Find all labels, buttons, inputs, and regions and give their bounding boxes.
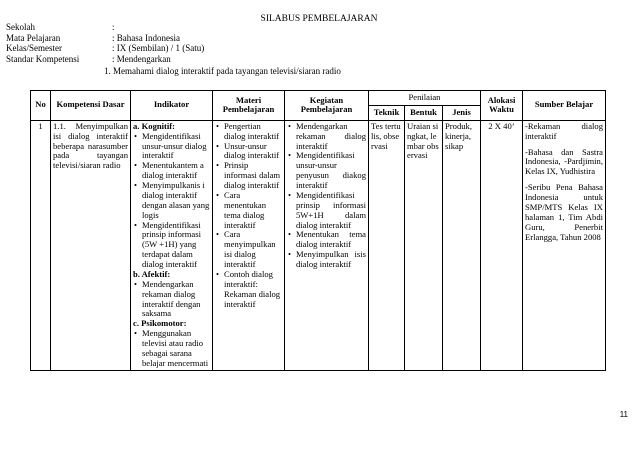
meta-value: Mendengarkan bbox=[116, 53, 171, 64]
list-item: • Cara menyimpulkan isi dialog interaktif bbox=[224, 230, 282, 270]
list-afektif bbox=[133, 280, 210, 320]
cell-materi bbox=[213, 120, 285, 370]
list-item: • Prinsip informasi dalam dialog interaktif bbox=[224, 161, 282, 191]
page-title: SILABUS PEMBELAJARAN bbox=[260, 14, 378, 24]
meta-label: Standar Kompetensi bbox=[6, 53, 80, 64]
th-kompetensi-dasar: Kompetensi Dasar bbox=[51, 91, 131, 121]
syllabus-table bbox=[30, 90, 606, 371]
list-item: • Pengertian dialog interaktif bbox=[224, 122, 282, 142]
list-item: • Menentukan tema dialog interaktif bbox=[296, 230, 366, 250]
reference-item: -Bahasa dan Sastra Indonesia, -Pardjimin, Kelas IX, Yudhistira bbox=[525, 146, 603, 177]
cell-kegiatan bbox=[285, 120, 369, 370]
meta-row-kelas: Kelas/Semester : IX (Sembilan) / 1 (Satu) bbox=[6, 43, 205, 53]
th-sumber: Sumber Belajar bbox=[523, 91, 606, 121]
list-item: • Mengidentifikasi unsur-unsur penyusun diakog interaktif bbox=[296, 151, 366, 191]
meta-value: IX (Sembilan) / 1 (Satu) bbox=[116, 43, 205, 53]
cell-kompetensi-dasar: 1.1. Menyimpulkan isi dialog interaktif beberapa narasumber pada tayangan televisi/siaran radio bbox=[51, 120, 131, 370]
meta-row-sk: Standar Kompetensi : Mendengarkan bbox=[6, 53, 171, 64]
table-row bbox=[31, 120, 606, 370]
cell-alokasi: 2 X 40’ bbox=[481, 120, 523, 370]
th-kegiatan: Kegiatan Pembelajaran bbox=[285, 91, 369, 121]
standar-kompetensi-item: 1. Memahami dialog interaktif pada tayangan televisi/siaran radio bbox=[104, 66, 341, 76]
section-afektif: b. Afektif: bbox=[133, 268, 171, 279]
cell-no: 1 bbox=[31, 120, 51, 370]
list-item: • Unsur-unsur dialog interaktif bbox=[224, 142, 282, 162]
list-item: • Menyimpulkanis i dialog interaktif dengan alasan yang logis bbox=[142, 181, 210, 221]
th-penilaian: Penilaian bbox=[369, 91, 481, 106]
th-bentuk: Bentuk bbox=[405, 105, 443, 120]
list-item: • Menggunakan televisi atau radio sebagai sarana belajar mencermati bbox=[142, 329, 210, 369]
list-item: • Cara menentukan tema dialog interaktif bbox=[224, 191, 282, 231]
cell-jenis: Produk, kinerja, sikap bbox=[443, 120, 481, 370]
page-number: 11 bbox=[619, 410, 628, 419]
reference-item: -Rekaman dialog interaktif bbox=[525, 120, 603, 141]
meta-block bbox=[6, 22, 204, 64]
header-row bbox=[31, 91, 606, 106]
meta-row-mapel: Mata Pelajaran : Bahasa Indonesia bbox=[6, 32, 180, 43]
cell-indikator bbox=[131, 120, 213, 370]
list-kognitif bbox=[133, 132, 210, 270]
th-materi: Materi Pembelajaran bbox=[213, 91, 285, 121]
cell-sumber bbox=[523, 120, 606, 370]
th-no: No bbox=[31, 91, 51, 121]
list-item: • Mendengarkan rekaman dialog interaktif bbox=[296, 122, 366, 152]
list-item: • Mengidentifikasi unsur-unsur dialog interaktif bbox=[142, 132, 210, 162]
meta-label: Sekolah bbox=[6, 22, 35, 32]
list-item: • Contoh dialog interaktif: Rekaman dialog interaktif bbox=[224, 270, 282, 310]
list-item: • Mendengarkan rekaman dialog interaktif dengan saksama bbox=[142, 280, 210, 320]
reference-item: -Seribu Pena Bahasa Indonesia untuk SMP/MTS Kelas IX halaman 1, Tim Abdi Guru, Penerbit Erlangga, Tahun 2008 bbox=[525, 182, 603, 242]
list-item: • Mengidentifikasi prinsip informasi (5W +1H) yang terdapat dalam dialog interaktif bbox=[142, 221, 210, 270]
cell-teknik: Tes tertulis, observasi bbox=[369, 120, 405, 370]
meta-value: Bahasa Indonesia bbox=[116, 32, 180, 43]
meta-label: Kelas/Semester bbox=[6, 43, 62, 53]
th-alokasi: Alokasi Waktu bbox=[481, 91, 523, 121]
list-item: • Menentukantem a dialog interaktif bbox=[142, 161, 210, 181]
section-psikomotor: c. Psikomotor: bbox=[133, 318, 187, 329]
th-indikator: Indikator bbox=[131, 91, 213, 121]
list-psikomotor bbox=[133, 329, 210, 369]
th-teknik: Teknik bbox=[369, 105, 405, 120]
list-item: • Menyimpulkan isis dialog interaktif bbox=[296, 250, 366, 270]
cell-bentuk: Uraian singkat, lembar observasi bbox=[405, 120, 443, 370]
meta-row-sekolah: Sekolah : bbox=[6, 22, 115, 32]
th-jenis: Jenis bbox=[443, 105, 481, 120]
section-kognitif: a. Kognitif: bbox=[133, 120, 176, 131]
list-item: • Mengidentifikasi prinsip informasi 5W+1H dalam dialog interaktif bbox=[296, 191, 366, 231]
meta-label: Mata Pelajaran bbox=[6, 32, 61, 43]
